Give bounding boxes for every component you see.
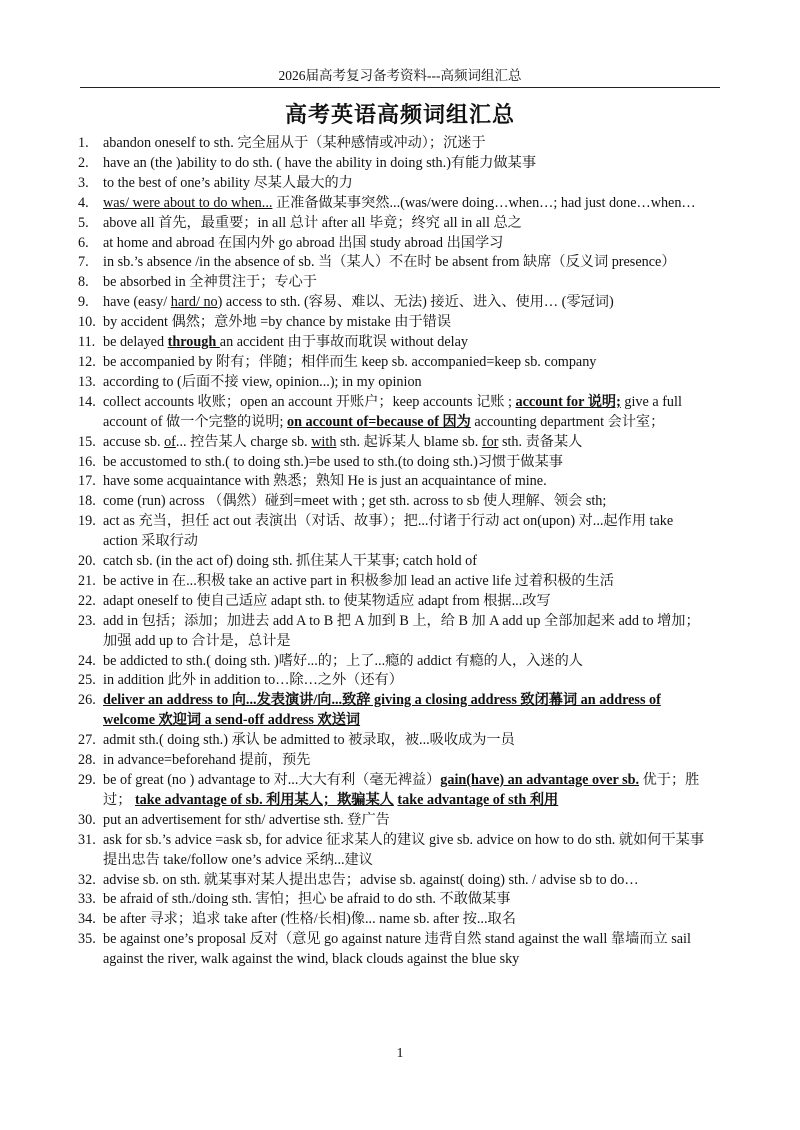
entry-number: 24.: [78, 652, 96, 669]
entry-number: 14.: [78, 393, 96, 410]
entry-number: 22.: [78, 592, 96, 609]
phrase-entry: [78, 353, 708, 373]
entry-number: 16.: [78, 453, 96, 470]
phrase-list: [78, 134, 708, 970]
entry-text: [103, 751, 708, 771]
entry-text-segment: abandon oneself to sth. 完全屈从于（某种感情或冲动）；沉迷于: [103, 135, 486, 151]
entry-text: [103, 811, 708, 831]
entry-text-segment: account for 说明;: [515, 393, 621, 410]
entry-number: 19.: [78, 513, 96, 530]
entry-text-segment: add in 包括；添加；加进去 add A to B 把 A 加到 B 上，给 B 加 A add up 全部加起来 add to 增加；加强 add up to 合计是，总计是: [103, 612, 700, 649]
entry-number: 18.: [78, 493, 96, 510]
phrase-entry: [78, 671, 708, 691]
entry-text-segment: gain(have) an advantage over sb.: [440, 772, 640, 788]
entry-number: 13.: [78, 373, 96, 390]
entry-number: 9.: [78, 294, 89, 311]
phrase-entry: [78, 811, 708, 831]
entry-number: 26.: [78, 692, 96, 709]
entry-text-segment: be accompanied by 附有；伴随；相伴而生 keep sb. accompanied=keep sb. company: [103, 353, 597, 370]
entry-text-segment: in sb.’s absence /in the absence of sb. 当（某人）不在时 be absent from 缺席（反义词 presence）: [103, 254, 676, 271]
entry-text: [103, 234, 708, 254]
entry-text-segment: for: [481, 433, 499, 450]
entry-text-segment: have some acquaintance with 熟悉；熟知 He is just an acquaintance of mine.: [103, 473, 547, 490]
entry-text: [103, 771, 708, 811]
entry-text: [103, 671, 708, 691]
entry-text-segment: was/ were about to do when...: [103, 194, 273, 211]
entry-text-segment: collect accounts 收账；open an account 开账户；keep accounts 记账 ;: [103, 393, 516, 410]
phrase-entry: [78, 552, 708, 572]
phrase-entry: [78, 333, 708, 353]
phrase-entry: [78, 691, 708, 731]
entry-text-segment: on account of=because of 因为: [287, 413, 471, 430]
entry-text: [103, 433, 708, 453]
entry-number: 12.: [78, 353, 96, 370]
entry-text-segment: put an advertisement for sth/ advertise sth. 登广告: [103, 811, 390, 828]
entry-number: 11.: [78, 334, 96, 351]
entry-text: [103, 214, 708, 234]
entry-text-segment: be of great (no ) advantage to 对...大大有利（毫无裨益）: [103, 772, 441, 788]
entry-text-segment: sth. 起诉某人 blame sb.: [336, 433, 482, 450]
entry-number: 32.: [78, 871, 96, 888]
entry-number: 2.: [78, 154, 89, 171]
phrase-entry: [78, 433, 708, 453]
entry-text-segment: advise sb. on sth. 就某事对某人提出忠告；advise sb. against( doing) sth. / advise sb to do…: [103, 871, 639, 888]
phrase-entry: [78, 831, 708, 871]
entry-number: 33.: [78, 891, 96, 908]
entry-text-segment: 正准备做某事突然...(was/were doing…when…; had just done…when…: [272, 194, 696, 211]
entry-text: [103, 373, 708, 393]
entry-text: [103, 592, 708, 612]
entry-text: [103, 134, 708, 154]
entry-text-segment: be active in 在...积极 take an active part in 积极参加 lead an active life 过着积极的生活: [103, 572, 614, 589]
phrase-entry: [78, 910, 708, 930]
entry-text-segment: an accident 由于事故而耽误 without delay: [219, 334, 469, 351]
phrase-entry: [78, 293, 708, 313]
entry-text-segment: ) access to sth. (容易、难以、无法) 接近、进入、使用… (零冠词): [217, 294, 614, 311]
phrase-entry: [78, 731, 708, 751]
phrase-entry: [78, 751, 708, 771]
entry-text: [103, 512, 708, 552]
entry-text: [103, 652, 708, 672]
entry-text-segment: above all 首先，最重要；in all 总计 after all 毕竟；终究 all in all 总之: [103, 214, 522, 231]
entry-text-segment: act as 充当，担任 act out 表演出（对话、故事）；把...付诸于行动 act on(upon) 对...起作用 take action 采取行动: [103, 513, 674, 550]
phrase-entry: [78, 134, 708, 154]
entry-text: [103, 552, 708, 572]
entry-number: 7.: [78, 254, 89, 271]
entry-text-segment: according to (后面不接 view, opinion...); in my opinion: [103, 373, 422, 390]
entry-number: 21.: [78, 572, 96, 589]
entry-text-segment: accounting department 会计室；: [470, 413, 665, 430]
phrase-entry: [78, 771, 708, 811]
entry-text-segment: with: [311, 433, 337, 450]
entry-number: 35.: [78, 931, 96, 948]
entry-text-segment: at home and abroad 在国内外 go abroad 出国 study abroad 出国学习: [103, 234, 504, 251]
entry-text-segment: adapt oneself to 使自己适应 adapt sth. to 使某物适应 adapt from 根据...改写: [103, 592, 551, 609]
entry-text-segment: sth. 责备某人: [498, 433, 583, 450]
entry-text: [103, 831, 708, 871]
phrase-entry: [78, 612, 708, 652]
entry-text-segment: be accustomed to sth.( to doing sth.)=be used to sth.(to doing sth.)习惯于做某事: [103, 453, 563, 470]
entry-number: 3.: [78, 174, 89, 191]
entry-text-segment: be against one’s proposal 反对（意见 go against nature 违背自然 stand against the wall 靠墙而立 sail against the river, walk against the wind, black clouds against the blue sky: [103, 931, 691, 968]
phrase-entry: [78, 890, 708, 910]
entry-number: 5.: [78, 214, 89, 231]
entry-number: 20.: [78, 553, 96, 570]
entry-text-segment: to the best of one’s ability 尽某人最大的力: [103, 174, 353, 191]
entry-number: 34.: [78, 911, 96, 928]
phrase-entry: [78, 194, 708, 214]
phrase-entry: [78, 453, 708, 473]
entry-text-segment: be absorbed in 全神贯注于；专心于: [103, 274, 317, 291]
phrase-entry: [78, 652, 708, 672]
entry-text: [103, 612, 708, 652]
phrase-entry: [78, 273, 708, 293]
entry-text: [103, 910, 708, 930]
entry-text-segment: ask for sb.’s advice =ask sb, for advice 征求某人的建议 give sb. advice on how to do sth. 就如何干某事提出忠告 take/follow one’s advice 采纳...建议: [103, 831, 705, 868]
entry-text-segment: come (run) across （偶然）碰到=meet with ; get sth. across to sb 使人理解、领会 sth;: [103, 493, 607, 510]
entry-text: [103, 353, 708, 373]
entry-text-segment: in addition 此外 in addition to…除…之外（还有）: [103, 672, 403, 689]
entry-number: 27.: [78, 732, 96, 749]
entry-number: 23.: [78, 612, 96, 629]
phrase-entry: [78, 592, 708, 612]
entry-text: [103, 731, 708, 751]
entry-text-segment: take advantage of sb. 利用某人；欺骗某人: [134, 791, 394, 808]
entry-text: [103, 691, 708, 731]
entry-number: 25.: [78, 672, 96, 689]
phrase-entry: [78, 472, 708, 492]
entry-text-segment: ... 控告某人 charge sb.: [175, 433, 312, 450]
entry-text: [103, 333, 708, 353]
entry-number: 4.: [78, 194, 89, 211]
entry-text: [103, 273, 708, 293]
phrase-entry: [78, 393, 708, 433]
entry-text: [103, 930, 708, 970]
entry-text-segment: 优于；胜过；: [103, 772, 700, 808]
entry-text: [103, 293, 708, 313]
entry-text-segment: in advance=beforehand 提前，预先: [103, 752, 311, 769]
entry-text-segment: hard/ no: [170, 294, 218, 311]
entry-number: 8.: [78, 274, 89, 291]
phrase-entry: [78, 253, 708, 273]
entry-number: 17.: [78, 473, 96, 490]
phrase-entry: [78, 512, 708, 552]
entry-text: [103, 472, 708, 492]
entry-text-segment: give a full account of 做一个完整的说明;: [103, 393, 682, 430]
entry-number: 10.: [78, 314, 96, 331]
entry-text-segment: be after 寻求；追求 take after (性格/长相)像... name sb. after 按...取名: [103, 911, 516, 928]
phrase-entry: [78, 313, 708, 333]
entry-number: 6.: [78, 234, 89, 251]
entry-text-segment: accuse sb.: [103, 433, 165, 450]
entry-text-segment: be afraid of sth./doing sth. 害怕；担心 be afraid to do sth. 不敢做某事: [103, 891, 511, 908]
entry-number: 28.: [78, 752, 96, 769]
phrase-entry: [78, 930, 708, 970]
entry-text: [103, 871, 708, 891]
entry-number: 1.: [78, 135, 89, 151]
entry-text: [103, 253, 708, 273]
entry-text: [103, 393, 708, 433]
entry-text-segment: through: [167, 334, 220, 351]
entry-text-segment: by accident 偶然；意外地 =by chance by mistake 由于错误: [103, 314, 452, 331]
phrase-entry: [78, 214, 708, 234]
entry-text-segment: deliver an address to 向...发表演讲/向...致辞 giving a closing address 致闭幕词 an address of welcome 欢迎词 a send-off address 欢送词: [103, 692, 661, 729]
entry-text-segment: admit sth.( doing sth.) 承认 be admitted to 被录取，被...吸收成为一员: [103, 732, 515, 749]
phrase-entry: [78, 871, 708, 891]
entry-text: [103, 194, 708, 214]
phrase-entry: [78, 492, 708, 512]
page-title: 高考英语高频词组汇总: [284, 102, 515, 127]
entry-text-segment: of: [164, 433, 176, 450]
entry-number: 29.: [78, 772, 96, 788]
phrase-entry: [78, 154, 708, 174]
entry-number: 30.: [78, 811, 96, 828]
entry-text: [103, 453, 708, 473]
entry-number: 31.: [78, 831, 96, 848]
entry-text-segment: have (easy/: [103, 294, 171, 311]
phrase-entry: [78, 174, 708, 194]
entry-text: [103, 492, 708, 512]
page-number: 1: [396, 1046, 404, 1061]
phrase-entry: [78, 234, 708, 254]
entry-text: [103, 572, 708, 592]
page-header: 2026届高考复习备考资料---高频词组汇总: [80, 64, 720, 88]
entry-text: [103, 174, 708, 194]
entry-number: 15.: [78, 433, 96, 450]
entry-text: [103, 890, 708, 910]
entry-text: [103, 154, 708, 174]
phrase-entry: [78, 373, 708, 393]
entry-text-segment: be addicted to sth.( doing sth. )嗜好...的；上了...瘾的 addict 有瘾的人，入迷的人: [103, 652, 583, 669]
entry-text-segment: catch sb. (in the act of) doing sth. 抓住某人干某事; catch hold of: [103, 553, 477, 570]
phrase-entry: [78, 572, 708, 592]
entry-text: [103, 313, 708, 333]
entry-text-segment: be delayed: [103, 334, 168, 351]
entry-text-segment: have an (the )ability to do sth. ( have the ability in doing sth.)有能力做某事: [103, 154, 537, 171]
entry-text-segment: take advantage of sth 利用: [397, 791, 559, 808]
